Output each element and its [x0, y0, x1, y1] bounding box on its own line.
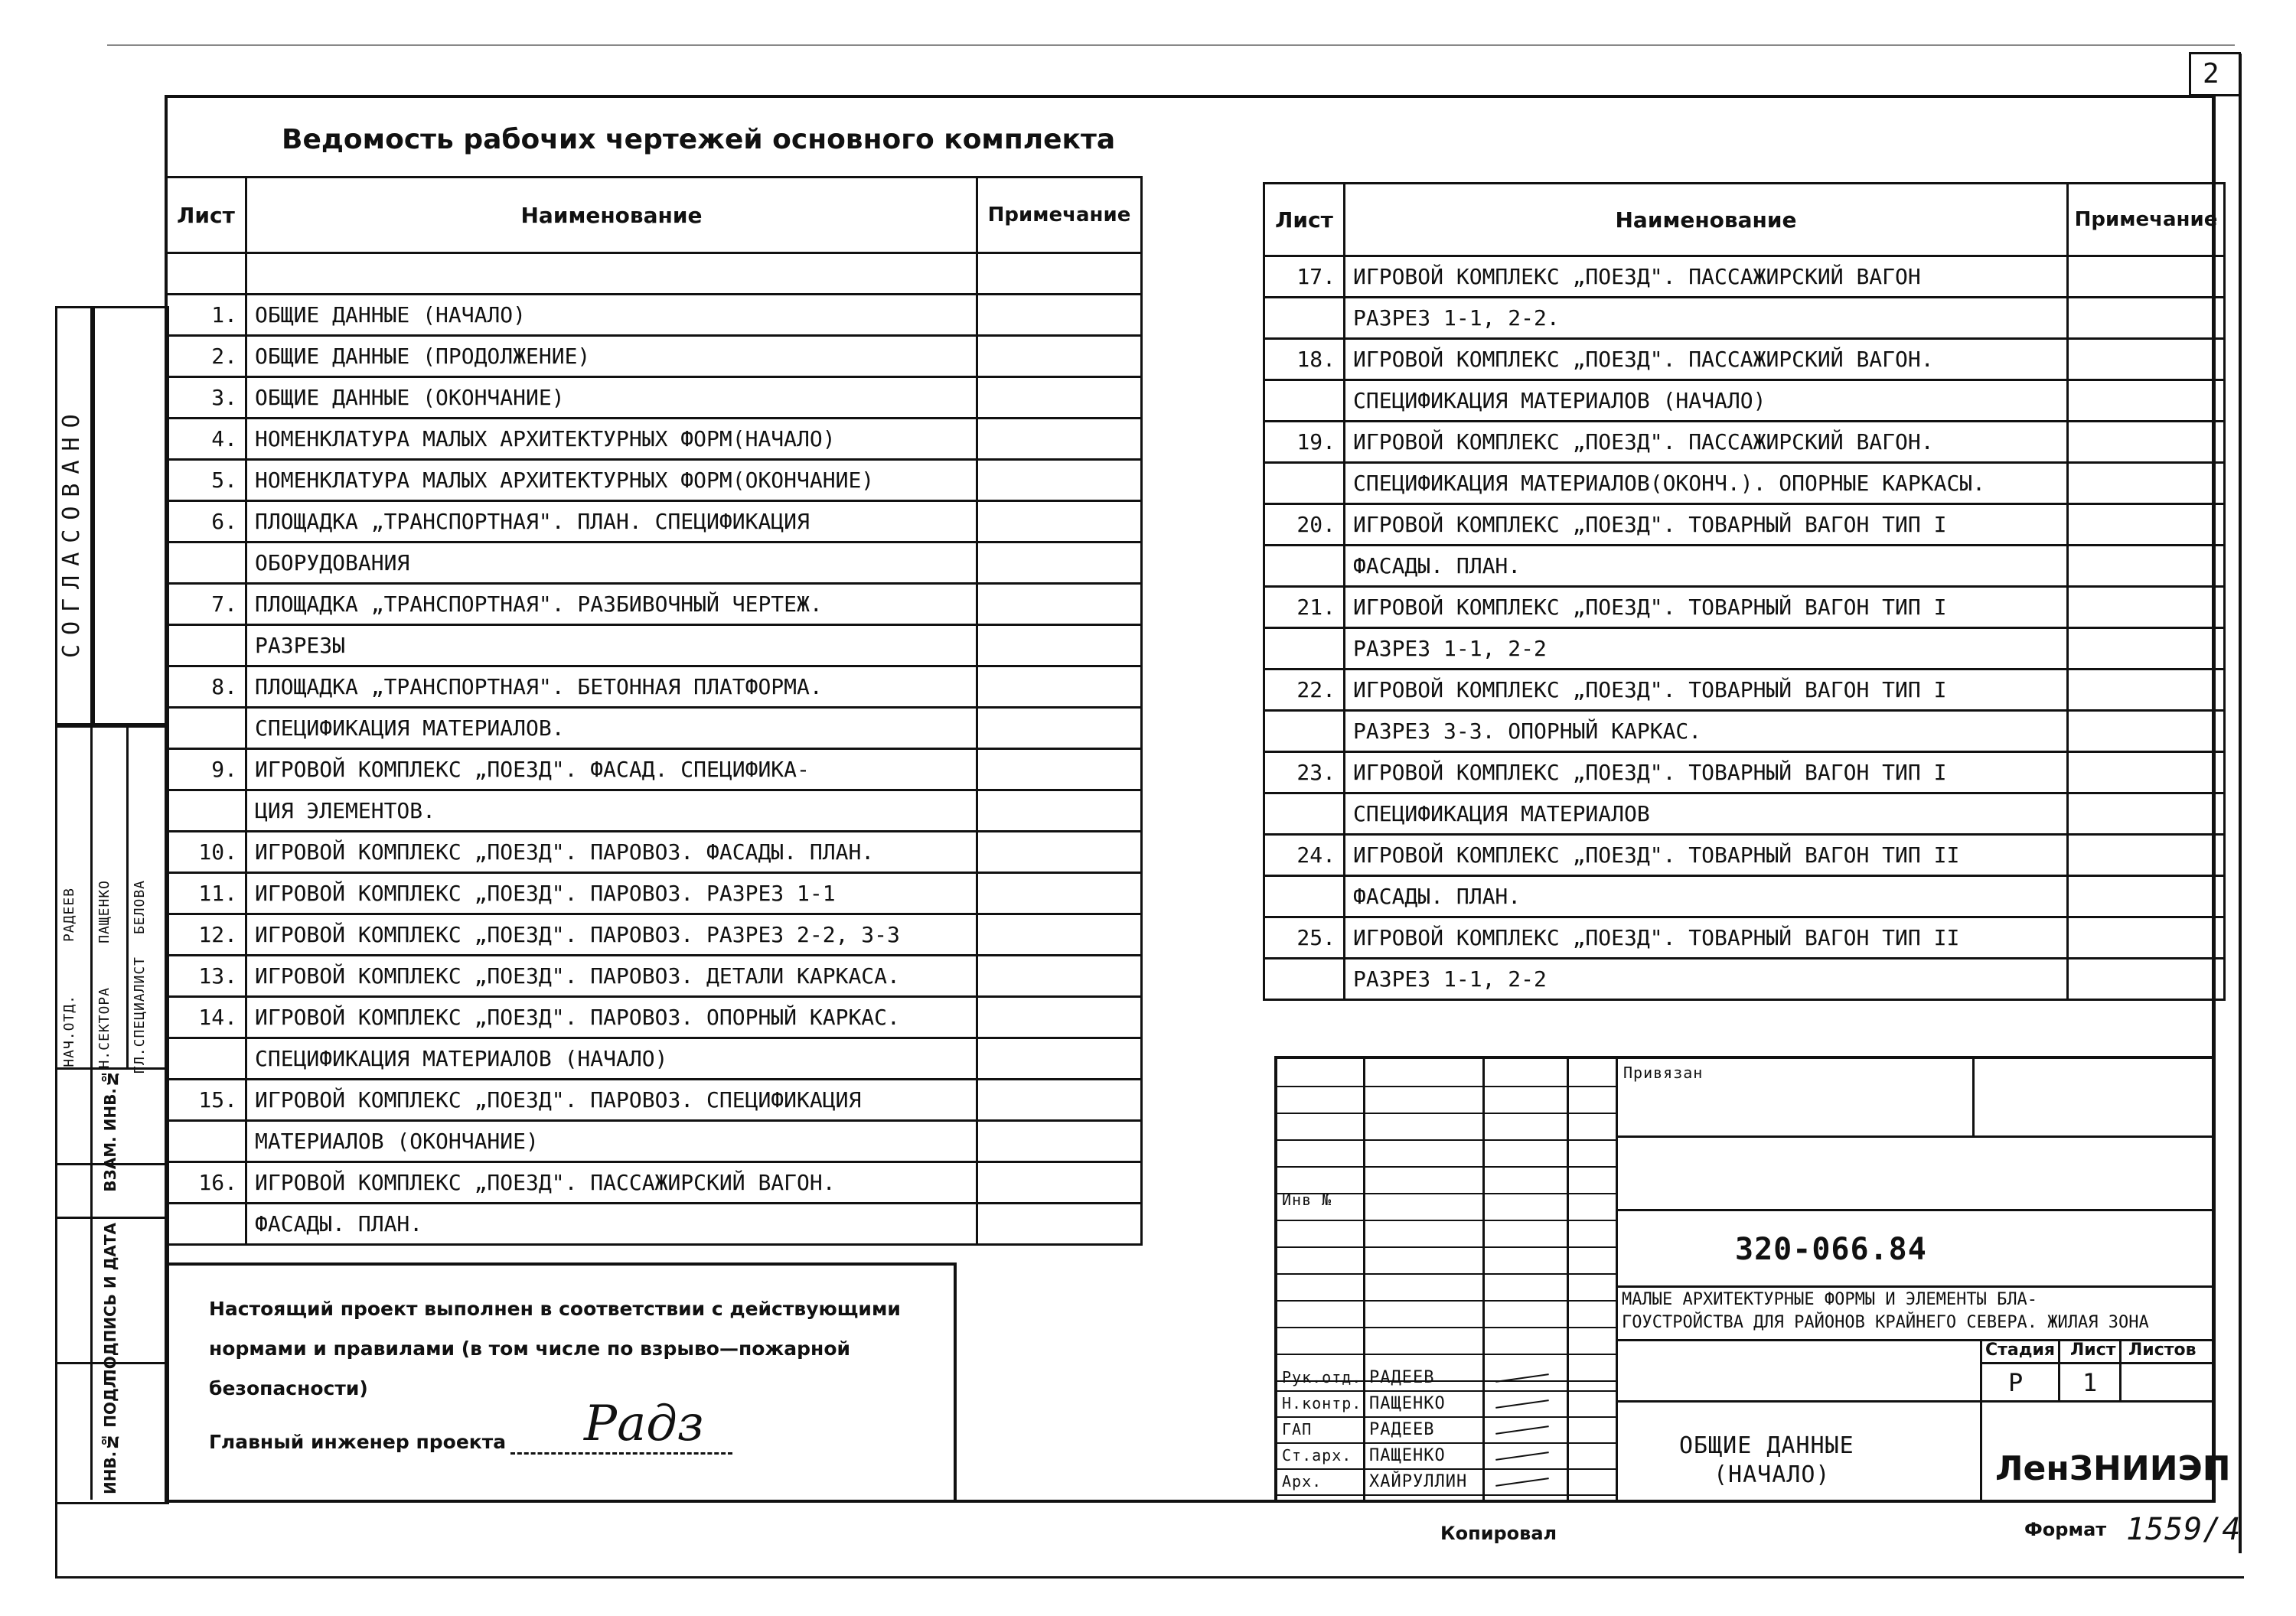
- table-row: [166, 790, 1142, 832]
- col-note-header: Примечание: [977, 178, 1142, 253]
- sheet-name-cell: СПЕЦИФИКАЦИЯ МАТЕРИАЛОВ (НАЧАЛО): [246, 1038, 977, 1080]
- table-row: [1264, 876, 2225, 917]
- sheet-name-cell: ОБЩИЕ ДАННЫЕ (ПРОДОЛЖЕНИЕ): [246, 336, 977, 377]
- project-title-2: ГОУСТРОЙСТВА ДЛЯ РАЙОНОВ КРАЙНЕГО СЕВЕРА. ЖИЛАЯ ЗОНА: [1622, 1313, 2149, 1332]
- table-row: [1264, 422, 2225, 463]
- sheet-number-cell: [166, 542, 246, 584]
- page-title: Ведомость рабочих чертежей основного комплекта: [282, 124, 1116, 155]
- stamp-grid-row: [1277, 1086, 1616, 1087]
- note-cell: [2068, 793, 2225, 835]
- note-cell: [977, 790, 1142, 832]
- sheet-name-cell: ПЛОЩАДКА „ТРАНСПОРТНАЯ". ПЛАН. СПЕЦИФИКАЦИЯ: [246, 501, 977, 542]
- sheet-name-cell: ИГРОВОЙ КОМПЛЕКС „ПОЕЗД". ПАРОВОЗ. СПЕЦИФИКАЦИЯ: [246, 1080, 977, 1121]
- sheet-number-cell: 13.: [166, 956, 246, 997]
- stamp-role: Ст.арх.: [1282, 1446, 1352, 1464]
- stamp-code-top: [1616, 1209, 2215, 1211]
- title-block: [1274, 1056, 2231, 1501]
- sheet-name-cell: ИГРОВОЙ КОМПЛЕКС „ПОЕЗД". ПАССАЖИРСКИЙ ВАГОН.: [246, 1162, 977, 1204]
- linked-label: Привязан: [1623, 1064, 1704, 1082]
- outer-bottom: [55, 1576, 2244, 1579]
- sheet-name-cell: ИГРОВОЙ КОМПЛЕКС „ПОЕЗД". ТОВАРНЫЙ ВАГОН ТИП II: [1345, 917, 2068, 959]
- sheet-number-cell: 3.: [166, 377, 246, 419]
- stamp-person-name: РАДЕЕВ: [1369, 1420, 1435, 1439]
- format-label: Формат: [2024, 1519, 2107, 1540]
- chief-engineer-label: Главный инженер проекта: [209, 1431, 507, 1453]
- agreed-cols: [90, 306, 169, 728]
- sheet-name-cell: ФАСАДЫ. ПЛАН.: [1345, 546, 2068, 587]
- sheet-name-cell: ИГРОВОЙ КОМПЛЕКС „ПОЕЗД". ПАРОВОЗ. ОПОРНЫЙ КАРКАС.: [246, 997, 977, 1038]
- col-name-header: Наименование: [1345, 184, 2068, 256]
- note-cell: [977, 501, 1142, 542]
- note-cell: [2068, 546, 2225, 587]
- sheet-name-cell: ИГРОВОЙ КОМПЛЕКС „ПОЕЗД". ПАССАЖИРСКИЙ ВАГОН.: [1345, 422, 2068, 463]
- note-cell: [977, 295, 1142, 336]
- table-row: [1264, 380, 2225, 422]
- sheet-number-cell: [166, 1121, 246, 1162]
- stamp-people-row: [1277, 1416, 1616, 1418]
- inventory-strip-col-1: [90, 723, 93, 1500]
- stamp-code-bottom: [1616, 1285, 2215, 1288]
- linked-bottom: [1616, 1135, 2215, 1138]
- note-cell: [977, 914, 1142, 956]
- stamp-grid-row: [1277, 1300, 1616, 1302]
- table-row: [166, 708, 1142, 749]
- sheet-number-cell: 1.: [166, 295, 246, 336]
- note-cell: [2068, 256, 2225, 298]
- stamp-person-name: ХАЙРУЛЛИН: [1369, 1472, 1468, 1491]
- table-row: [166, 956, 1142, 997]
- copied-label: Копировал: [1440, 1523, 1557, 1544]
- top-scan-edge: [107, 44, 2235, 46]
- table-row: [166, 1121, 1142, 1162]
- sheet-number-cell: 22.: [1264, 670, 1345, 711]
- sheet-number-cell: 14.: [166, 997, 246, 1038]
- note-cell: [977, 997, 1142, 1038]
- col-note-header: Примечание: [2068, 184, 2225, 256]
- note-cell: [2068, 959, 2225, 1000]
- statement-line-2: нормами и правилами (в том числе по взрыво—пожарной: [209, 1337, 851, 1360]
- chief-engineer-signature: Радз: [584, 1396, 704, 1452]
- sheet-col: [2058, 1339, 2060, 1400]
- sheet-name-cell: ИГРОВОЙ КОМПЛЕКС „ПОЕЗД". ПАРОВОЗ. ДЕТАЛИ КАРКАСА.: [246, 956, 977, 997]
- sheet-number-cell: 4.: [166, 419, 246, 460]
- note-cell: [977, 460, 1142, 501]
- sheet-number-cell: [166, 253, 246, 295]
- sheet-name-cell: ИГРОВОЙ КОМПЛЕКС „ПОЕЗД". ПАРОВОЗ. ФАСАДЫ. ПЛАН.: [246, 832, 977, 873]
- stamp-grid-row: [1277, 1139, 1616, 1141]
- stamp-role: Рук.отд.: [1282, 1368, 1362, 1386]
- col-name-header: Наименование: [246, 178, 977, 253]
- signature-scribble: [1495, 1478, 1549, 1487]
- sheet-name-cell: ИГРОВОЙ КОМПЛЕКС „ПОЕЗД". ФАСАД. СПЕЦИФИКА-: [246, 749, 977, 790]
- right-sheet-table: [1263, 182, 2226, 1001]
- note-cell: [2068, 917, 2225, 959]
- stamp-title-bottom: [1616, 1339, 2215, 1341]
- note-cell: [977, 253, 1142, 295]
- sheet-name-cell: РАЗРЕЗ 1-1, 2-2.: [1345, 298, 2068, 339]
- note-cell: [977, 832, 1142, 873]
- note-cell: [977, 419, 1142, 460]
- col-sheet-header: Лист: [166, 178, 246, 253]
- sheet-name-cell: СПЕЦИФИКАЦИЯ МАТЕРИАЛОВ: [1345, 793, 2068, 835]
- table-row: [1264, 504, 2225, 546]
- table-row: [166, 625, 1142, 666]
- group-head-name: БЕЛОВА: [132, 880, 148, 935]
- sheets-label: Листов: [2128, 1341, 2197, 1360]
- sheet-number-cell: [166, 708, 246, 749]
- sheet-name-cell: НОМЕНКЛАТУРА МАЛЫХ АРХИТЕКТУРНЫХ ФОРМ(НАЧАЛО): [246, 419, 977, 460]
- signature-scribble: [1495, 1451, 1549, 1461]
- stamp-role: ГАП: [1282, 1420, 1313, 1438]
- table-row: [166, 253, 1142, 295]
- table-row: [1264, 463, 2225, 504]
- sheet-number-cell: 17.: [1264, 256, 1345, 298]
- head-dept-name: РАДЕЕВ: [61, 888, 77, 943]
- stamp-person-name: ПАЩЕНКО: [1369, 1394, 1446, 1413]
- note-cell: [2068, 752, 2225, 793]
- sheet-name-cell: РАЗРЕЗЫ: [246, 625, 977, 666]
- table-row: [1264, 752, 2225, 793]
- note-cell: [977, 708, 1142, 749]
- sheet-name-cell: РАЗРЕЗ 3-3. ОПОРНЫЙ КАРКАС.: [1345, 711, 2068, 752]
- sign-date-label: ПОДПИСЬ И ДАТА: [101, 1223, 119, 1383]
- note-cell: [2068, 628, 2225, 670]
- table-row: [166, 666, 1142, 708]
- sheet-number-cell: [1264, 876, 1345, 917]
- inv-no-label: Инв №: [1282, 1191, 1332, 1209]
- sheet-name-cell: ИГРОВОЙ КОМПЛЕКС „ПОЕЗД". ПАРОВОЗ. РАЗРЕЗ 2-2, 3-3: [246, 914, 977, 956]
- stamp-col-4: [1616, 1059, 1618, 1503]
- signature-scribble: [1495, 1399, 1549, 1409]
- inv-original-label: ИНВ.№ ПОДЛ.: [101, 1370, 119, 1495]
- signature-line: [510, 1452, 732, 1455]
- sheet-name-cell: [246, 253, 977, 295]
- organization-name: ЛенЗНИИЭП: [1995, 1449, 2231, 1488]
- sheet-name-cell: ОБЩИЕ ДАННЫЕ (ОКОНЧАНИЕ): [246, 377, 977, 419]
- note-cell: [977, 377, 1142, 419]
- stamp-role: Н.контр.: [1282, 1394, 1362, 1412]
- statement-line-3: безопасности): [209, 1377, 368, 1399]
- sheet-number-cell: 16.: [166, 1162, 246, 1204]
- table-row: [166, 460, 1142, 501]
- note-cell: [977, 956, 1142, 997]
- stamp-people-row: [1277, 1494, 1616, 1496]
- table-row: [166, 377, 1142, 419]
- inventory-strip-row-3: [55, 1217, 165, 1219]
- signature-scribble: [1495, 1425, 1549, 1435]
- table-row: [1264, 339, 2225, 380]
- table-row: [166, 873, 1142, 914]
- sheet-number-cell: 25.: [1264, 917, 1345, 959]
- sheet-number-cell: 10.: [166, 832, 246, 873]
- table-row: [166, 1204, 1142, 1245]
- sheet-name-cell: НОМЕНКЛАТУРА МАЛЫХ АРХИТЕКТУРНЫХ ФОРМ(ОКОНЧАНИЕ): [246, 460, 977, 501]
- sheet-number-cell: 24.: [1264, 835, 1345, 876]
- sheet-title-2: (НАЧАЛО): [1714, 1461, 1831, 1488]
- sheet-number-cell: 18.: [1264, 339, 1345, 380]
- inventory-strip-col-2: [126, 723, 129, 1067]
- table-row: [166, 584, 1142, 625]
- note-cell: [977, 666, 1142, 708]
- agreed-label: СОГЛАСОВАНО: [58, 405, 85, 658]
- sheet-name-cell: ИГРОВОЙ КОМПЛЕКС „ПОЕЗД". ТОВАРНЫЙ ВАГОН ТИП I: [1345, 670, 2068, 711]
- stamp-grid-row: [1277, 1220, 1616, 1221]
- sheet-name-cell: ЦИЯ ЭЛЕМЕНТОВ.: [246, 790, 977, 832]
- frame-right-outer: [2239, 54, 2242, 1553]
- sheet-number-cell: [1264, 380, 1345, 422]
- head-dept-label: НАЧ.ОТД.: [61, 995, 77, 1067]
- col-sheet-header: Лист: [1264, 184, 1345, 256]
- table-row: [1264, 587, 2225, 628]
- note-cell: [977, 749, 1142, 790]
- stamp-col-3: [1567, 1059, 1569, 1503]
- sheet-number-cell: [166, 1204, 246, 1245]
- stamp-grid-row: [1277, 1113, 1616, 1114]
- note-cell: [2068, 876, 2225, 917]
- table-row: [166, 419, 1142, 460]
- note-cell: [977, 1038, 1142, 1080]
- sheet-number-cell: [1264, 711, 1345, 752]
- table-row: [166, 295, 1142, 336]
- sheet-name-cell: СПЕЦИФИКАЦИЯ МАТЕРИАЛОВ.: [246, 708, 977, 749]
- sheet-name-cell: ПЛОЩАДКА „ТРАНСПОРТНАЯ". БЕТОННАЯ ПЛАТФОРМА.: [246, 666, 977, 708]
- sheet-number-cell: 12.: [166, 914, 246, 956]
- sheet-number-cell: 2.: [166, 336, 246, 377]
- table-row: [166, 1080, 1142, 1121]
- sheet-name-cell: РАЗРЕЗ 1-1, 2-2: [1345, 628, 2068, 670]
- note-cell: [2068, 587, 2225, 628]
- sheet-name-cell: МАТЕРИАЛОВ (ОКОНЧАНИЕ): [246, 1121, 977, 1162]
- sheet-number-cell: 20.: [1264, 504, 1345, 546]
- table-row: [1264, 917, 2225, 959]
- format-value: 1559/4: [2126, 1512, 2242, 1547]
- table-row: [1264, 670, 2225, 711]
- stage-label: Стадия: [1985, 1341, 2056, 1360]
- table-row: [1264, 793, 2225, 835]
- stamp-person-name: РАДЕЕВ: [1369, 1368, 1435, 1387]
- stamp-grid-row: [1277, 1166, 1616, 1168]
- table-row: [1264, 298, 2225, 339]
- sheet-title-1: ОБЩИЕ ДАННЫЕ: [1679, 1432, 1854, 1459]
- note-cell: [2068, 463, 2225, 504]
- sheet-name-cell: ИГРОВОЙ КОМПЛЕКС „ПОЕЗД". ТОВАРНЫЙ ВАГОН ТИП I: [1345, 752, 2068, 793]
- table-row: [1264, 256, 2225, 298]
- table-row: [166, 749, 1142, 790]
- sheet-number-cell: 19.: [1264, 422, 1345, 463]
- note-cell: [2068, 835, 2225, 876]
- stage-bottom: [1616, 1400, 2215, 1403]
- linked-divider: [1972, 1059, 1975, 1135]
- sheet-number-cell: [1264, 463, 1345, 504]
- left-sheet-table: [165, 176, 1143, 1246]
- sheet-number-cell: 21.: [1264, 587, 1345, 628]
- stamp-people-row: [1277, 1468, 1616, 1470]
- sheet-number-cell: [1264, 959, 1345, 1000]
- table-row: [166, 1038, 1142, 1080]
- sheet-name-cell: ОБЩИЕ ДАННЫЕ (НАЧАЛО): [246, 295, 977, 336]
- sheet-number-cell: 9.: [166, 749, 246, 790]
- note-cell: [977, 1080, 1142, 1121]
- stamp-role: Арх.: [1282, 1472, 1322, 1491]
- stamp-grid-row: [1277, 1327, 1616, 1328]
- stamp-col-2: [1482, 1059, 1485, 1503]
- note-cell: [2068, 298, 2225, 339]
- statement-line-1: Настоящий проект выполнен в соответствии с действующими: [209, 1298, 901, 1320]
- stamp-col-1: [1363, 1059, 1365, 1503]
- table-row: [1264, 959, 2225, 1000]
- sheet-name-cell: СПЕЦИФИКАЦИЯ МАТЕРИАЛОВ (НАЧАЛО): [1345, 380, 2068, 422]
- stamp-person-name: ПАЩЕНКО: [1369, 1446, 1446, 1465]
- table-row: [166, 542, 1142, 584]
- table-row: [166, 336, 1142, 377]
- note-cell: [977, 873, 1142, 914]
- note-cell: [977, 336, 1142, 377]
- note-cell: [2068, 422, 2225, 463]
- note-cell: [977, 625, 1142, 666]
- note-cell: [2068, 339, 2225, 380]
- sheet-name-cell: ИГРОВОЙ КОМПЛЕКС „ПОЕЗД". ТОВАРНЫЙ ВАГОН ТИП II: [1345, 835, 2068, 876]
- table-row: [1264, 628, 2225, 670]
- table-row: [166, 1162, 1142, 1204]
- table-row: [166, 501, 1142, 542]
- sheet-name-cell: ПЛОЩАДКА „ТРАНСПОРТНАЯ". РАЗБИВОЧНЫЙ ЧЕРТЕЖ.: [246, 584, 977, 625]
- replace-inv-label: ВЗАМ. ИНВ.№: [101, 1070, 119, 1192]
- stage-value: Р: [2008, 1368, 2024, 1397]
- drawing-code: 320-066.84: [1735, 1232, 1927, 1267]
- stamp-grid-row: [1277, 1246, 1616, 1248]
- sheet-number-cell: 11.: [166, 873, 246, 914]
- sheet-label: Лист: [2070, 1341, 2116, 1360]
- note-cell: [2068, 711, 2225, 752]
- sheet-name-cell: РАЗРЕЗ 1-1, 2-2: [1345, 959, 2068, 1000]
- note-cell: [977, 1204, 1142, 1245]
- sheet-number-cell: 23.: [1264, 752, 1345, 793]
- sheet-name-cell: ИГРОВОЙ КОМПЛЕКС „ПОЕЗД". ТОВАРНЫЙ ВАГОН ТИП I: [1345, 504, 2068, 546]
- stage-hdr-bottom: [1980, 1362, 2215, 1364]
- sheet-number: 2: [2203, 58, 2220, 90]
- note-cell: [2068, 504, 2225, 546]
- stamp-people-row: [1277, 1390, 1616, 1392]
- sheet-name-cell: СПЕЦИФИКАЦИЯ МАТЕРИАЛОВ(ОКОНЧ.). ОПОРНЫЕ КАРКАСЫ.: [1345, 463, 2068, 504]
- sheet-name-cell: ФАСАДЫ. ПЛАН.: [1345, 876, 2068, 917]
- table-row: [166, 832, 1142, 873]
- stamp-grid-row: [1277, 1273, 1616, 1275]
- note-cell: [2068, 380, 2225, 422]
- sheet-number-cell: [166, 1038, 246, 1080]
- sheet-number-cell: [1264, 298, 1345, 339]
- table-row: [166, 997, 1142, 1038]
- sheet-value: 1: [2082, 1368, 2099, 1397]
- sheet-number-cell: [1264, 546, 1345, 587]
- sheet-name-cell: ФАСАДЫ. ПЛАН.: [246, 1204, 977, 1245]
- table-row: [1264, 711, 2225, 752]
- sheet-number-cell: [166, 790, 246, 832]
- table-row: [166, 914, 1142, 956]
- head-sector-name: ПАЩЕНКО: [96, 880, 113, 943]
- head-sector-label: Н.СЕКТОРА: [96, 987, 113, 1069]
- table-row: [1264, 835, 2225, 876]
- sheet-number-cell: 5.: [166, 460, 246, 501]
- note-cell: [2068, 670, 2225, 711]
- group-head-label: ГЛ.СПЕЦИАЛИСТ: [132, 956, 148, 1074]
- stamp-grid-row: [1277, 1354, 1616, 1355]
- note-cell: [977, 542, 1142, 584]
- sheet-number-cell: 7.: [166, 584, 246, 625]
- project-title-1: МАЛЫЕ АРХИТЕКТУРНЫЕ ФОРМЫ И ЭЛЕМЕНТЫ БЛА-: [1622, 1290, 2038, 1309]
- note-cell: [977, 584, 1142, 625]
- stamp-people-row: [1277, 1442, 1616, 1444]
- sheet-number-cell: 15.: [166, 1080, 246, 1121]
- sheet-number-cell: [1264, 793, 1345, 835]
- sheet-number-cell: [1264, 628, 1345, 670]
- note-cell: [977, 1162, 1142, 1204]
- table-row: [1264, 546, 2225, 587]
- sheet-number-cell: 6.: [166, 501, 246, 542]
- sheet-number-cell: 8.: [166, 666, 246, 708]
- sheet-number-cell: [166, 625, 246, 666]
- sheets-col: [2119, 1339, 2122, 1400]
- sheet-name-cell: ОБОРУДОВАНИЯ: [246, 542, 977, 584]
- sheet-name-cell: ИГРОВОЙ КОМПЛЕКС „ПОЕЗД". ПАССАЖИРСКИЙ ВАГОН.: [1345, 339, 2068, 380]
- statement-box: [165, 1262, 957, 1501]
- sheet-name-cell: ИГРОВОЙ КОМПЛЕКС „ПОЕЗД". ПАССАЖИРСКИЙ ВАГОН: [1345, 256, 2068, 298]
- sheet-name-cell: ИГРОВОЙ КОМПЛЕКС „ПОЕЗД". ПАРОВОЗ. РАЗРЕЗ 1-1: [246, 873, 977, 914]
- sheet-name-cell: ИГРОВОЙ КОМПЛЕКС „ПОЕЗД". ТОВАРНЫЙ ВАГОН ТИП I: [1345, 587, 2068, 628]
- frame-top: [165, 95, 2216, 98]
- note-cell: [977, 1121, 1142, 1162]
